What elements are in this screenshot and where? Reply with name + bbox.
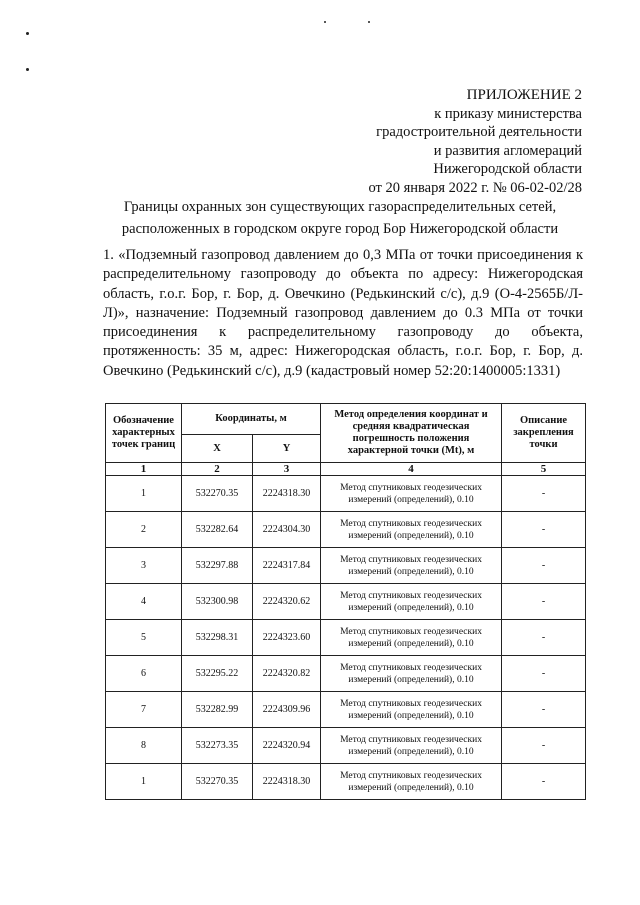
table-row xyxy=(106,764,586,800)
table-row xyxy=(106,476,586,512)
x-cell: 532298.31 xyxy=(182,620,253,656)
y-cell: 2224309.96 xyxy=(253,692,321,728)
col-number: 2 xyxy=(182,463,253,476)
x-cell: 532295.22 xyxy=(182,656,253,692)
point-cell: 6 xyxy=(106,656,182,692)
scan-speck xyxy=(368,21,370,23)
point-cell: 4 xyxy=(106,584,182,620)
description-cell: - xyxy=(502,548,586,584)
method-cell: Метод спутниковых геодезических измерений (определений), 0.10 xyxy=(321,548,502,584)
description-cell: - xyxy=(502,656,586,692)
x-cell: 532282.99 xyxy=(182,692,253,728)
col-number: 5 xyxy=(502,463,586,476)
y-cell: 2224320.62 xyxy=(253,584,321,620)
scan-speck xyxy=(324,21,326,23)
point-cell: 3 xyxy=(106,548,182,584)
y-cell: 2224317.84 xyxy=(253,548,321,584)
method-cell: Метод спутниковых геодезических измерений (определений), 0.10 xyxy=(321,476,502,512)
table-row xyxy=(106,692,586,728)
appendix-header xyxy=(368,86,582,198)
point-cell: 1 xyxy=(106,764,182,800)
appendix-line: от 20 января 2022 г. № 06-02-02/28 xyxy=(368,179,582,196)
method-cell: Метод спутниковых геодезических измерений (определений), 0.10 xyxy=(321,584,502,620)
y-cell: 2224318.30 xyxy=(253,764,321,800)
point-cell: 7 xyxy=(106,692,182,728)
col-number: 1 xyxy=(106,463,182,476)
document-title xyxy=(60,196,620,240)
y-cell: 2224323.60 xyxy=(253,620,321,656)
y-cell: 2224320.82 xyxy=(253,656,321,692)
table-row xyxy=(106,620,586,656)
x-cell: 532282.64 xyxy=(182,512,253,548)
title-line-1: Границы охранных зон существующих газораспределительных сетей, xyxy=(123,199,557,215)
x-cell: 532270.35 xyxy=(182,476,253,512)
method-cell: Метод спутниковых геодезических измерений (определений), 0.10 xyxy=(321,764,502,800)
appendix-line: градостроительной деятельности xyxy=(376,124,582,141)
y-cell: 2224318.30 xyxy=(253,476,321,512)
point-cell: 1 xyxy=(106,476,182,512)
coordinates-table xyxy=(105,403,586,800)
table-row xyxy=(106,656,586,692)
point-cell: 2 xyxy=(106,512,182,548)
x-cell: 532297.88 xyxy=(182,548,253,584)
method-cell: Метод спутниковых геодезических измерений (определений), 0.10 xyxy=(321,692,502,728)
col-number: 3 xyxy=(253,463,321,476)
method-cell: Метод спутниковых геодезических измерений (определений), 0.10 xyxy=(321,620,502,656)
object-description: 1. «Подземный газопровод давлением до 0,3 МПа от точки присоединения к распределительному газопроводу до объекта по адресу: Нижегородская область, г.о.г. Бор, г. Бор, д. Овечкино (Редькинский с/с), д.9 (О-4-2565Б/Л-Л)», назначение: Подземный газопровод давлением до 0.3 МПа от точки присоединения к распределительному газопроводу до объекта, протяженность: 35 м, адрес: Нижегородская область, г.о.г. Бор, г. Бор, д. Овечкино (Редькинский с/с), д.9 (кадастровый номер 52:20:1400005:1331) xyxy=(103,247,583,379)
header-point: Обозначение характерных точек границ xyxy=(106,404,182,463)
description-cell: - xyxy=(502,620,586,656)
point-cell: 5 xyxy=(106,620,182,656)
method-cell: Метод спутниковых геодезических измерений (определений), 0.10 xyxy=(321,512,502,548)
table-row xyxy=(106,584,586,620)
table-row xyxy=(106,548,586,584)
appendix-title: ПРИЛОЖЕНИЕ 2 xyxy=(466,87,582,103)
appendix-line: к приказу министерства xyxy=(434,105,582,122)
col-number: 4 xyxy=(321,463,502,476)
description-cell: - xyxy=(502,476,586,512)
description-cell: - xyxy=(502,764,586,800)
appendix-line: и развития агломераций xyxy=(433,142,582,159)
method-cell: Метод спутниковых геодезических измерений (определений), 0.10 xyxy=(321,656,502,692)
header-method: Метод определения координат и средняя квадратическая погрешность положения характерной точки (Mt), м xyxy=(321,404,502,463)
description-cell: - xyxy=(502,728,586,764)
description-cell: - xyxy=(502,584,586,620)
method-cell: Метод спутниковых геодезических измерений (определений), 0.10 xyxy=(321,728,502,764)
scan-speck xyxy=(26,32,29,35)
point-cell: 8 xyxy=(106,728,182,764)
header-x: X xyxy=(182,435,253,463)
header-y: Y xyxy=(253,435,321,463)
title-line-2: расположенных в городском округе город Бор Нижегородской области xyxy=(121,221,559,237)
appendix-line: Нижегородской области xyxy=(433,161,582,178)
description-cell: - xyxy=(502,692,586,728)
x-cell: 532300.98 xyxy=(182,584,253,620)
description-cell: - xyxy=(502,512,586,548)
scan-speck xyxy=(26,68,29,71)
header-coords: Координаты, м xyxy=(182,404,321,435)
table-row xyxy=(106,512,586,548)
y-cell: 2224304.30 xyxy=(253,512,321,548)
y-cell: 2224320.94 xyxy=(253,728,321,764)
table-row xyxy=(106,728,586,764)
x-cell: 532270.35 xyxy=(182,764,253,800)
header-description: Описание закрепления точки xyxy=(502,404,586,463)
x-cell: 532273.35 xyxy=(182,728,253,764)
